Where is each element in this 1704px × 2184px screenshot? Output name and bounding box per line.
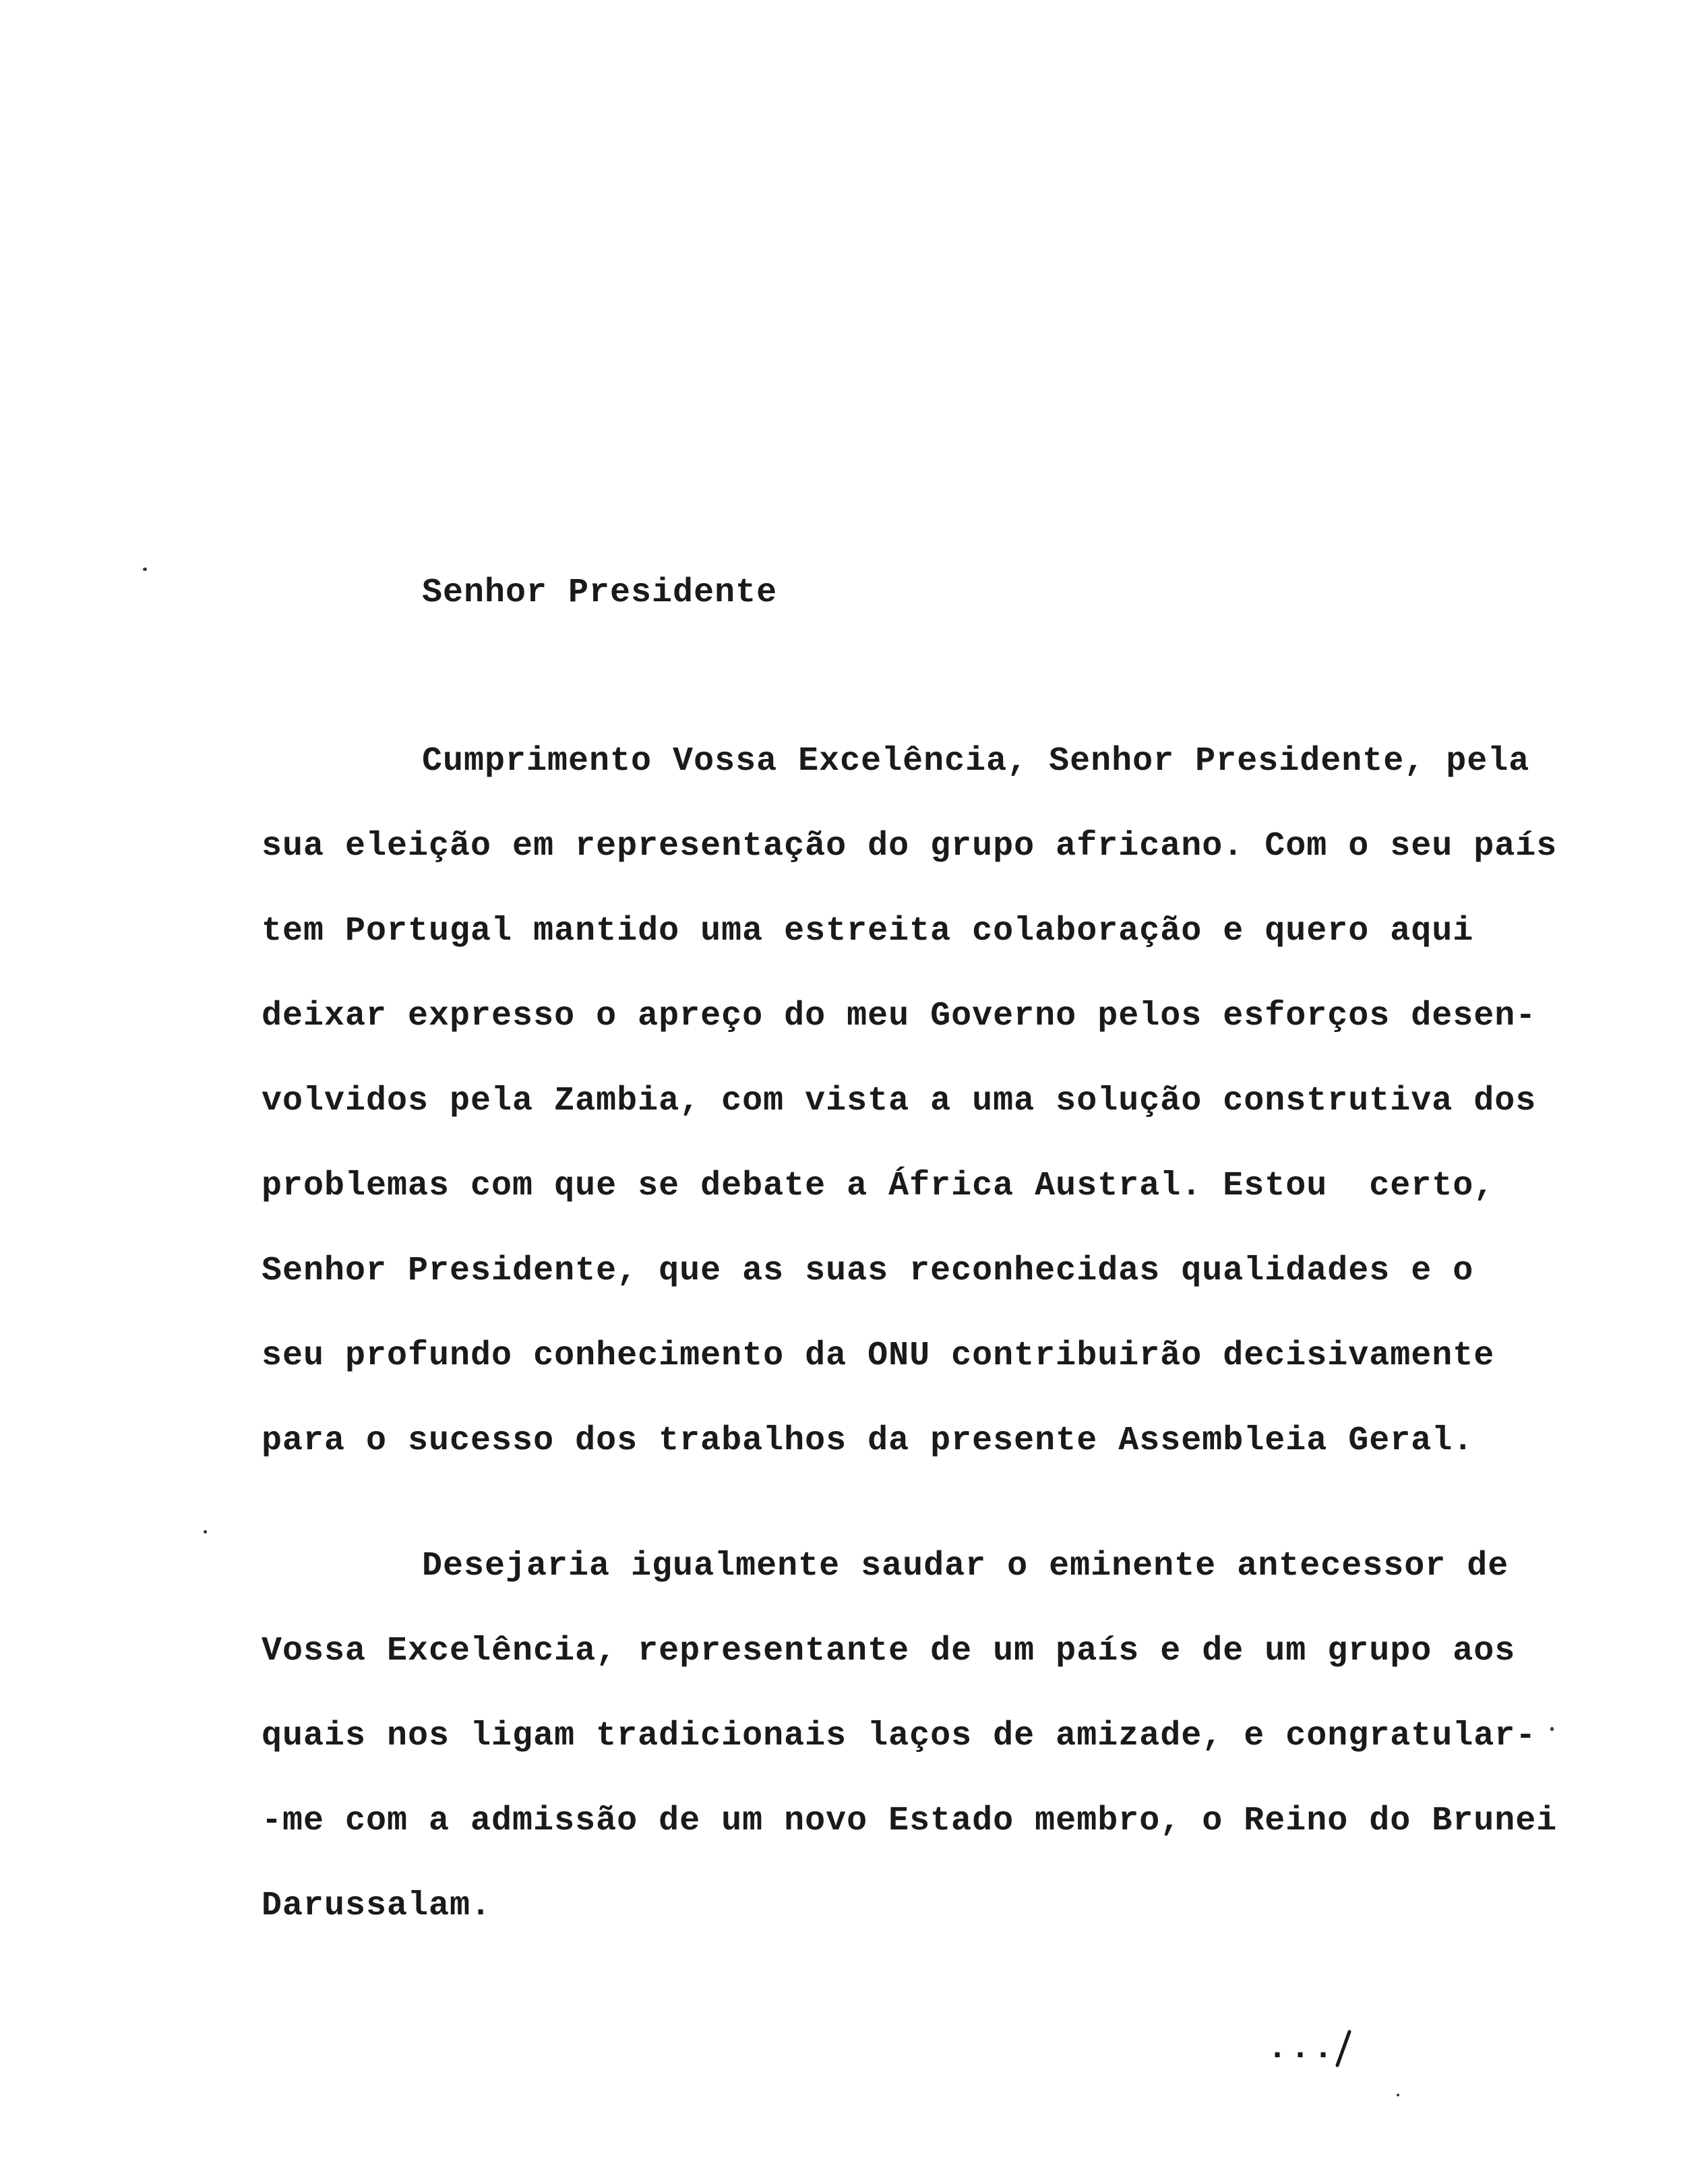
scan-speck — [1397, 2094, 1399, 2096]
paragraph-1-line-4: deixar expresso o apreço do meu Governo pelos esforços desen- — [262, 997, 1537, 1035]
continuation-mark — [1267, 2029, 1336, 2069]
paragraph-1-line-2: sua eleição em representação do grupo africano. Com o seu país — [262, 827, 1558, 866]
paragraph-1-line-9: para o sucesso dos trabalhos da presente Assembleia Geral. — [262, 1422, 1474, 1460]
continuation-dots: ... — [1267, 2030, 1337, 2068]
paragraph-2-line-1: Desejaria igualmente saudar o eminente antecessor de — [422, 1547, 1509, 1585]
paragraph-1-line-8: seu profundo conhecimento da ONU contribuirão decisivamente — [262, 1337, 1495, 1375]
paragraph-2-line-4: -me com a admissão de um novo Estado membro, o Reino do Brunei — [262, 1802, 1558, 1840]
scan-speck — [204, 1530, 207, 1534]
paragraph-2-line-5: Darussalam. — [262, 1887, 492, 1925]
paragraph-1-line-1: Cumprimento Vossa Excelência, Senhor Presidente, pela — [422, 742, 1530, 781]
paragraph-2-line-3: quais nos ligam tradicionais laços de amizade, e congratular- — [262, 1717, 1537, 1755]
paragraph-1-line-3: tem Portugal mantido uma estreita colaboração e quero aqui — [262, 912, 1474, 950]
scan-speck — [1550, 1727, 1554, 1731]
paragraph-2-line-2: Vossa Excelência, representante de um país e de um grupo aos — [262, 1632, 1516, 1670]
salutation: Senhor Presidente — [422, 574, 778, 612]
paragraph-1-line-5: volvidos pela Zambia, com vista a uma solução construtiva dos — [262, 1082, 1537, 1120]
paragraph-1-line-6: problemas com que se debate a África Austral. Estou certo, — [262, 1167, 1495, 1205]
continuation-slash-icon — [1329, 2029, 1356, 2069]
scan-speck — [143, 568, 147, 571]
paragraph-1-line-7: Senhor Presidente, que as suas reconhecidas qualidades e o — [262, 1252, 1474, 1290]
